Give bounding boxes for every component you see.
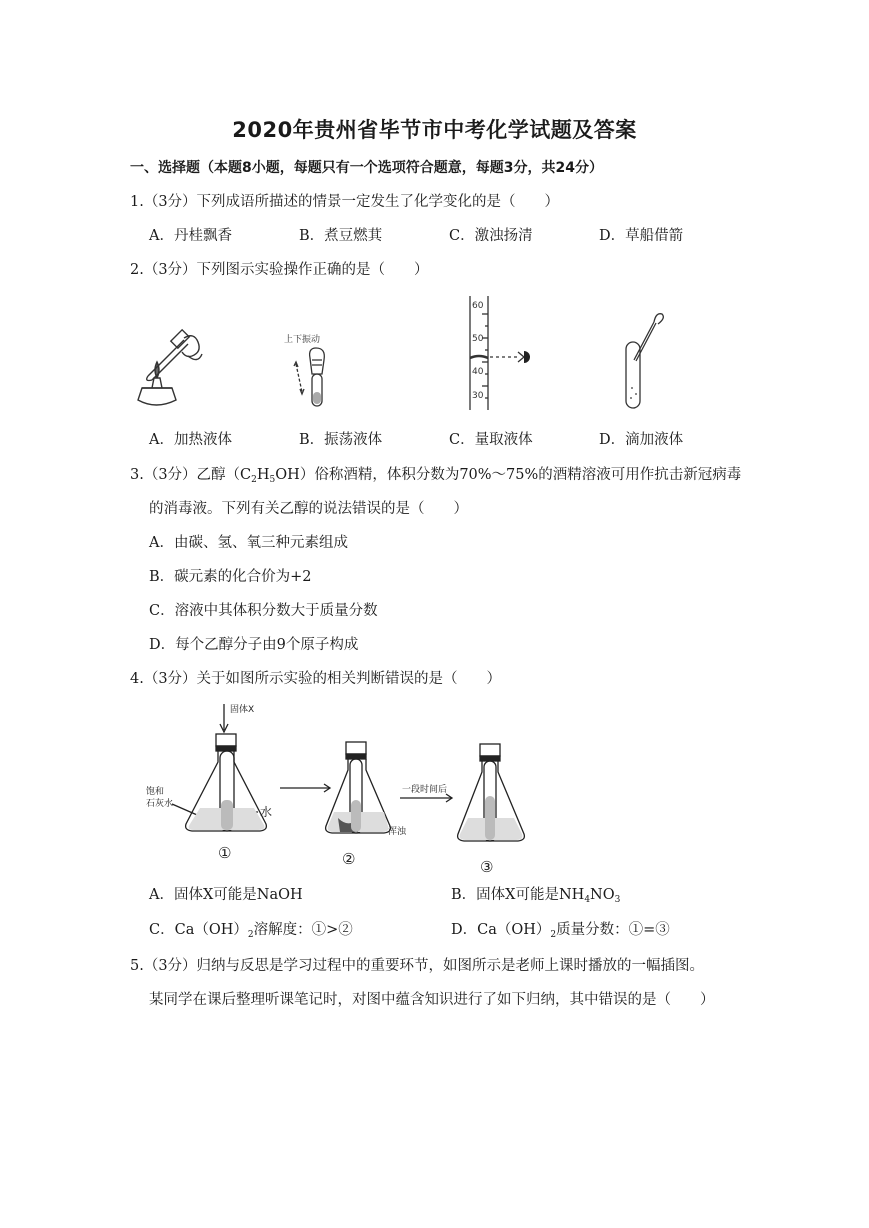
q4-option-d: D．$Ca(OH)_2$质量分数：①=③ [451,922,670,940]
label-flask-3: ③ [480,858,494,874]
label-turbid: 浑浊 [388,827,407,837]
q2-option-a: A．加热液体 [149,432,232,448]
shaking-liquid-figure [282,330,344,416]
label-solid-x: 固体X [230,705,255,715]
page-title: 2020年贵州省毕节市中考化学试题及答案 [232,118,637,142]
label-water: 水 [260,805,273,819]
q1-option-d: D．草船借箭 [599,228,684,244]
q2-option-d: D．滴加液体 [599,432,684,448]
q3-stem-line2: 的消毒液。下列有关乙醇的说法错误的是（ ） [149,501,468,517]
q2-option-b: B．振荡液体 [299,432,383,448]
label-after-time: 一段时间后 [402,785,448,795]
heating-liquid-figure [128,326,208,412]
q3-option-a: A．由碳、氢、氧三种元素组成 [149,535,348,551]
q1-option-b: B．煮豆燃萁 [299,228,383,244]
experiment-figure [140,700,560,874]
label-flask-1: ① [218,844,232,862]
tick-60: 60 [472,301,484,311]
tick-40: 40 [472,367,484,377]
dropper-figure [612,308,672,414]
q3-stem-line1: 3.（3分）乙醇$(C_2H_5OH)$俗称酒精，体积分数为70%～75%的酒精溶液可用作抗击新冠病毒 [130,467,742,485]
q2-stem: 2.（3分）下列图示实验操作正确的是（ ） [130,262,429,278]
q4-option-c: C．$Ca(OH)_2$溶解度：①>② [149,922,353,940]
tick-50: 50 [472,334,484,344]
q5-stem-line1: 5.（3分）归纳与反思是学习过程中的重要环节，如图所示是老师上课时播放的一幅插图。 [130,958,705,974]
q4-stem: 4.（3分）关于如图所示实验的相关判断错误的是（ ） [130,671,502,687]
q1-option-c: C．激浊扬清 [449,228,533,244]
label-saturated-1: 饱和 [146,787,165,797]
shake-label: 上下振动 [284,335,321,345]
label-saturated-2: 石灰水 [146,799,174,809]
q3-option-b: B．碳元素的化合价为+2 [149,569,312,585]
q5-stem-line2: 某同学在课后整理听课笔记时，对图中蕴含知识进行了如下归纳，其中错误的是（ ） [149,992,715,1008]
section-heading: 一、选择题（本题8小题，每题只有一个选项符合题意，每题3分，共24分） [130,160,603,176]
tick-30: 30 [472,391,484,401]
q3-option-c: C．溶液中其体积分数大于质量分数 [149,603,378,619]
q1-stem: 1.（3分）下列成语所描述的情景一定发生了化学变化的是（ ） [130,194,560,210]
q1-option-a: A．丹桂飘香 [149,228,232,244]
q4-option-b: B．固体X可能是$NH_4NO_3$ [451,887,621,905]
label-flask-2: ② [342,850,356,868]
graduated-cylinder-figure [460,294,540,412]
q4-option-a: A．固体X可能是NaOH [149,887,303,903]
q2-option-c: C．量取液体 [449,432,533,448]
q3-option-d: D．每个乙醇分子由9个原子构成 [149,637,359,653]
